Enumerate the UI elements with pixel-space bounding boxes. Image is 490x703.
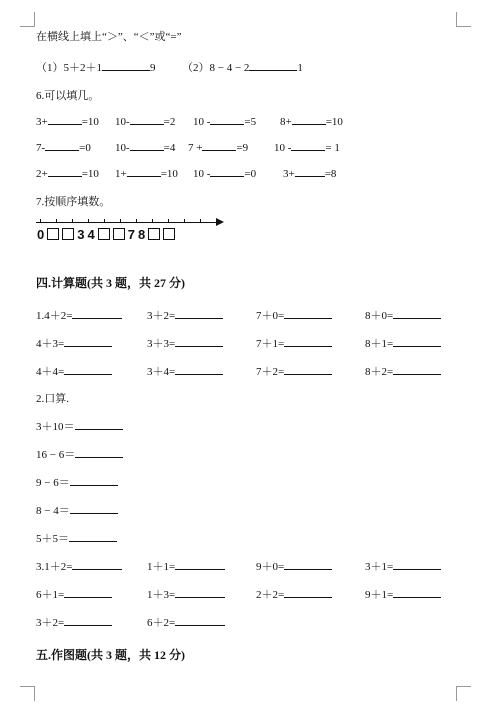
fill-item: 10 - = 1	[274, 139, 340, 154]
fill-item: 1+ =10	[115, 165, 178, 180]
sequence-number: 7	[127, 227, 135, 242]
answer-blank[interactable]	[175, 363, 223, 375]
number-sequence	[37, 227, 178, 242]
answer-blank[interactable]	[48, 113, 82, 125]
number-line-tick	[72, 219, 73, 223]
calc-item: 7＋2=	[256, 363, 332, 379]
answer-blank[interactable]	[202, 139, 236, 151]
calc-item: 4＋4=	[36, 363, 112, 379]
q5-item-1: （1）5＋2＋1 9	[36, 59, 156, 75]
answer-blank[interactable]	[64, 614, 112, 626]
fill-item: 10- =4	[115, 139, 175, 154]
calc-item: 3＋4=	[147, 363, 223, 379]
calc-item: 1.4＋2=	[36, 307, 122, 323]
calc-item: 8＋0=	[365, 307, 441, 323]
mental-calc-item: 16 − 6＝	[36, 446, 123, 462]
answer-blank[interactable]	[64, 335, 112, 347]
calc-item: 3＋1=	[365, 558, 441, 574]
answer-blank[interactable]	[175, 558, 225, 570]
answer-box[interactable]	[113, 228, 125, 240]
answer-blank[interactable]	[292, 113, 326, 125]
answer-blank[interactable]	[102, 59, 150, 71]
sequence-number: 4	[87, 227, 95, 242]
sequence-number: 0	[37, 227, 45, 242]
page-corner-mark	[456, 686, 471, 701]
number-line-tick	[120, 219, 121, 223]
calc-item: 8＋2=	[365, 363, 441, 379]
answer-blank[interactable]	[45, 139, 79, 151]
answer-blank[interactable]	[70, 502, 118, 514]
sequence-number: 8	[137, 227, 146, 242]
answer-blank[interactable]	[284, 558, 332, 570]
answer-blank[interactable]	[130, 139, 164, 151]
answer-blank[interactable]	[393, 558, 441, 570]
answer-blank[interactable]	[284, 307, 332, 319]
calc-item: 4＋3=	[36, 335, 112, 351]
calc-item: 1＋1=	[147, 558, 225, 574]
number-line-tick	[40, 219, 41, 223]
section-heading: 四.计算题(共 3 题，共 27 分)	[36, 276, 185, 290]
mental-calc-item: 5＋5＝	[36, 530, 117, 546]
answer-blank[interactable]	[69, 530, 117, 542]
answer-blank[interactable]	[127, 165, 161, 177]
calc-item: 6＋2=	[147, 614, 225, 630]
answer-blank[interactable]	[72, 307, 122, 319]
answer-box[interactable]	[47, 228, 59, 240]
sequence-number: 3	[77, 227, 85, 242]
fill-item: 10 - =0	[193, 165, 256, 180]
q5-instruction: 在横线上填上“＞”、“＜”或“=”	[36, 31, 182, 43]
answer-blank[interactable]	[393, 586, 441, 598]
q5-item-2: （2）8 − 4 − 2 1	[182, 59, 303, 75]
mental-calc-item: 3＋10＝	[36, 418, 123, 434]
answer-blank[interactable]	[284, 363, 332, 375]
page-corner-mark	[20, 12, 35, 27]
q6-title: 6.可以填几。	[36, 90, 100, 102]
number-line-tick	[184, 219, 185, 223]
calc-item: 9＋0=	[256, 558, 332, 574]
answer-blank[interactable]	[175, 614, 225, 626]
calc-item: 1＋3=	[147, 586, 225, 602]
answer-blank[interactable]	[75, 446, 123, 458]
answer-blank[interactable]	[284, 586, 332, 598]
number-line-tick	[88, 219, 89, 223]
fill-item: 7 + =9	[188, 139, 248, 154]
answer-blank[interactable]	[210, 113, 244, 125]
fill-item: 7- =0	[36, 139, 91, 154]
page-corner-mark	[456, 12, 471, 27]
answer-box[interactable]	[62, 228, 74, 240]
answer-blank[interactable]	[175, 307, 223, 319]
calc-item: 7＋1=	[256, 335, 332, 351]
number-line	[36, 222, 222, 223]
number-line-tick	[104, 219, 105, 223]
calc-item: 9＋1=	[365, 586, 441, 602]
number-line-tick	[56, 219, 57, 223]
answer-box[interactable]	[163, 228, 175, 240]
answer-blank[interactable]	[64, 586, 112, 598]
answer-blank[interactable]	[393, 335, 441, 347]
arrow-right-icon	[216, 218, 224, 226]
number-line-tick	[200, 219, 201, 223]
section-heading: 五.作图题(共 3 题，共 12 分)	[36, 648, 185, 662]
calc-item: 3＋2=	[36, 614, 112, 630]
answer-blank[interactable]	[64, 363, 112, 375]
calc-item: 6＋1=	[36, 586, 112, 602]
answer-blank[interactable]	[249, 59, 297, 71]
answer-blank[interactable]	[175, 586, 225, 598]
calc-item: 3.1＋2=	[36, 558, 122, 574]
answer-blank[interactable]	[175, 335, 223, 347]
fill-item: 3+ =8	[283, 165, 336, 180]
calc-item: 7＋0=	[256, 307, 332, 323]
answer-blank[interactable]	[75, 418, 123, 430]
answer-blank[interactable]	[210, 165, 244, 177]
number-line-tick	[152, 219, 153, 223]
fill-item: 8+ =10	[280, 113, 343, 128]
fill-item: 10- =2	[115, 113, 175, 128]
number-line-tick	[136, 219, 137, 223]
fill-item: 3+ =10	[36, 113, 99, 128]
answer-blank[interactable]	[295, 165, 325, 177]
mental-calc-item: 9 − 6＝	[36, 474, 118, 490]
q2-title: 2.口算.	[36, 393, 69, 405]
answer-blank[interactable]	[393, 363, 441, 375]
calc-item: 8＋1=	[365, 335, 441, 351]
answer-blank[interactable]	[72, 558, 122, 570]
answer-blank[interactable]	[291, 139, 325, 151]
page-corner-mark	[20, 686, 35, 701]
answer-blank[interactable]	[284, 335, 332, 347]
q7-title: 7.按顺序填数。	[36, 196, 111, 208]
answer-blank[interactable]	[48, 165, 82, 177]
answer-blank[interactable]	[130, 113, 164, 125]
answer-box[interactable]	[98, 228, 110, 240]
calc-item: 3＋2=	[147, 307, 223, 323]
answer-blank[interactable]	[393, 307, 441, 319]
mental-calc-item: 8 − 4＝	[36, 502, 118, 518]
calc-item: 3＋3=	[147, 335, 223, 351]
calc-item: 2＋2=	[256, 586, 332, 602]
fill-item: 2+ =10	[36, 165, 99, 180]
fill-item: 10 - =5	[193, 113, 256, 128]
number-line-tick	[168, 219, 169, 223]
answer-blank[interactable]	[70, 474, 118, 486]
answer-box[interactable]	[148, 228, 160, 240]
